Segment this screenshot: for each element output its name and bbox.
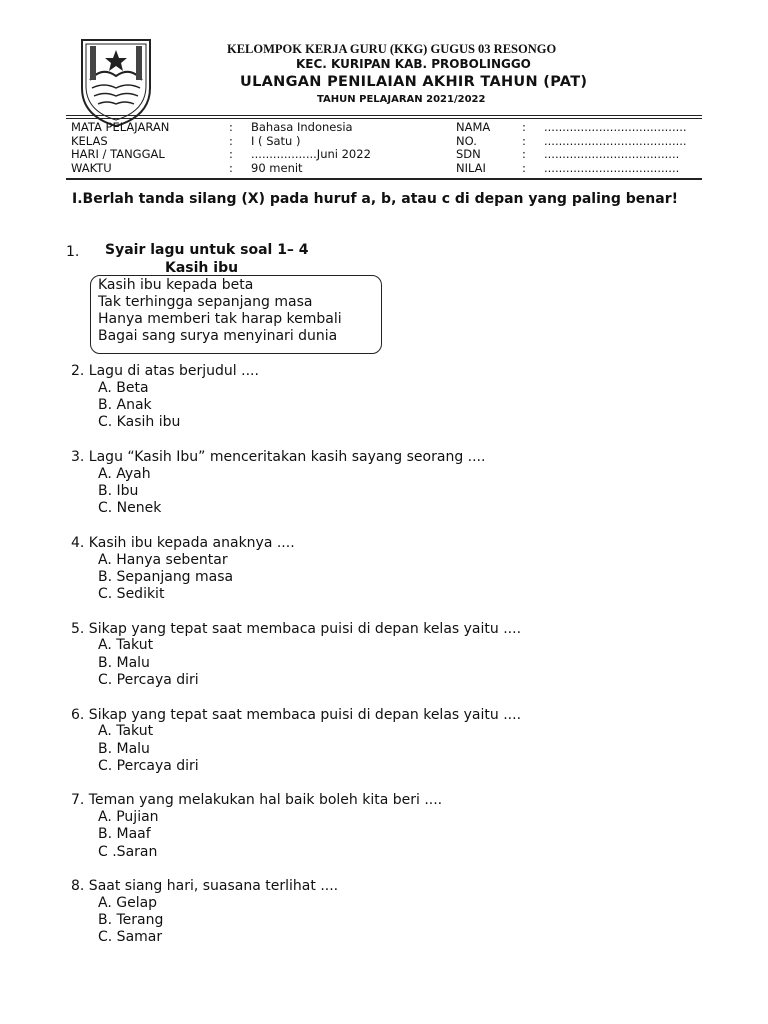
answer-option[interactable]: B. Malu (98, 741, 150, 757)
info-value: Bahasa Indonesia (251, 120, 353, 134)
info-sep: : (522, 147, 526, 161)
info-value: ..................................... (544, 160, 680, 175)
question-text: 5. Sikap yang tepat saat membaca puisi di depan kelas yaitu .... (71, 621, 522, 637)
question-text: 7. Teman yang melakukan hal baik boleh kita beri .... (71, 792, 443, 808)
info-value: ..................................... (544, 147, 680, 161)
question-text: 8. Saat siang hari, suasana terlihat .... (71, 878, 339, 894)
song-title: Kasih ibu (165, 260, 239, 276)
answer-option[interactable]: A. Takut (98, 637, 154, 653)
info-label: WAKTU (71, 160, 112, 175)
info-row (71, 120, 353, 135)
exam-title: ULANGAN PENILAIAN AKHIR TAHUN (PAT) (240, 74, 588, 90)
answer-option[interactable]: C. Percaya diri (98, 672, 199, 688)
info-row (456, 147, 680, 162)
info-sep: : (229, 160, 233, 175)
answer-option[interactable]: C. Nenek (98, 500, 162, 516)
info-value: I ( Satu ) (251, 133, 301, 148)
info-row (71, 133, 301, 149)
answer-option[interactable]: B. Ibu (98, 483, 139, 499)
answer-option[interactable]: C. Percaya diri (98, 758, 199, 774)
divider-top-2 (66, 118, 702, 119)
info-sep: : (229, 120, 233, 134)
info-right (456, 120, 687, 175)
divider-top (66, 115, 702, 116)
answer-option[interactable]: A. Ayah (98, 466, 151, 482)
divider-bottom (66, 178, 702, 180)
question-text: 2. Lagu di atas berjudul .... (71, 363, 259, 379)
answer-option[interactable]: B. Malu (98, 655, 150, 671)
poem-line: Hanya memberi tak harap kembali (98, 311, 342, 327)
answer-option[interactable]: C. Samar (98, 929, 163, 945)
answer-option[interactable]: C. Sedikit (98, 586, 165, 602)
info-label: NO. (456, 133, 477, 148)
answer-option[interactable]: B. Sepanjang masa (98, 569, 234, 585)
info-row (71, 147, 371, 162)
info-value: 90 menit (251, 160, 303, 175)
answer-option[interactable]: A. Beta (98, 380, 149, 396)
answer-option[interactable]: A. Takut (98, 723, 154, 739)
info-value: ..................Juni 2022 (251, 147, 371, 161)
answer-option[interactable]: A. Gelap (98, 895, 158, 911)
info-label: NAMA (456, 120, 491, 134)
info-sep: : (522, 120, 526, 134)
info-row (456, 120, 687, 135)
q1-number: 1. (66, 244, 80, 260)
info-sep: : (522, 160, 526, 175)
answer-option[interactable]: A. Hanya sebentar (98, 552, 228, 568)
header-group-name: KELOMPOK KERJA GURU (KKG) GUGUS 03 RESONGO (227, 42, 557, 56)
info-sep: : (229, 133, 233, 148)
header-district: KEC. KURIPAN KAB. PROBOLINGGO (296, 57, 531, 71)
info-label: MATA PELAJARAN (71, 120, 170, 134)
question-text: 6. Sikap yang tepat saat membaca puisi di depan kelas yaitu .... (71, 707, 522, 723)
answer-option[interactable]: B. Maaf (98, 826, 151, 842)
info-row (71, 160, 303, 176)
info-value: ....................................... (544, 133, 687, 148)
poem-line: Bagai sang surya menyinari dunia (98, 328, 338, 344)
q1-title: Syair lagu untuk soal 1– 4 (105, 242, 309, 258)
academic-year: TAHUN PELAJARAN 2021/2022 (317, 94, 486, 105)
answer-option[interactable]: C. Kasih ibu (98, 414, 181, 430)
info-row (456, 160, 680, 176)
poem-line: Kasih ibu kepada beta (98, 277, 254, 293)
info-label: SDN (456, 147, 481, 161)
info-left (71, 120, 371, 175)
info-sep: : (229, 147, 233, 161)
answer-option[interactable]: C .Saran (98, 844, 158, 860)
info-row (456, 133, 687, 149)
question-text: 4. Kasih ibu kepada anaknya .... (71, 535, 295, 551)
poem-line: Tak terhingga sepanjang masa (98, 294, 313, 310)
instruction: I.Berlah tanda silang (X) pada huruf a, b, atau c di depan yang paling benar! (72, 191, 678, 207)
info-value: ....................................... (544, 120, 687, 134)
answer-option[interactable]: A. Pujian (98, 809, 159, 825)
info-label: HARI / TANGGAL (71, 147, 165, 161)
question-text: 3. Lagu “Kasih Ibu” menceritakan kasih sayang seorang .... (71, 449, 486, 465)
info-label: KELAS (71, 133, 108, 148)
info-sep: : (522, 133, 526, 148)
answer-option[interactable]: B. Terang (98, 912, 164, 928)
info-label: NILAI (456, 160, 486, 175)
answer-option[interactable]: B. Anak (98, 397, 152, 413)
